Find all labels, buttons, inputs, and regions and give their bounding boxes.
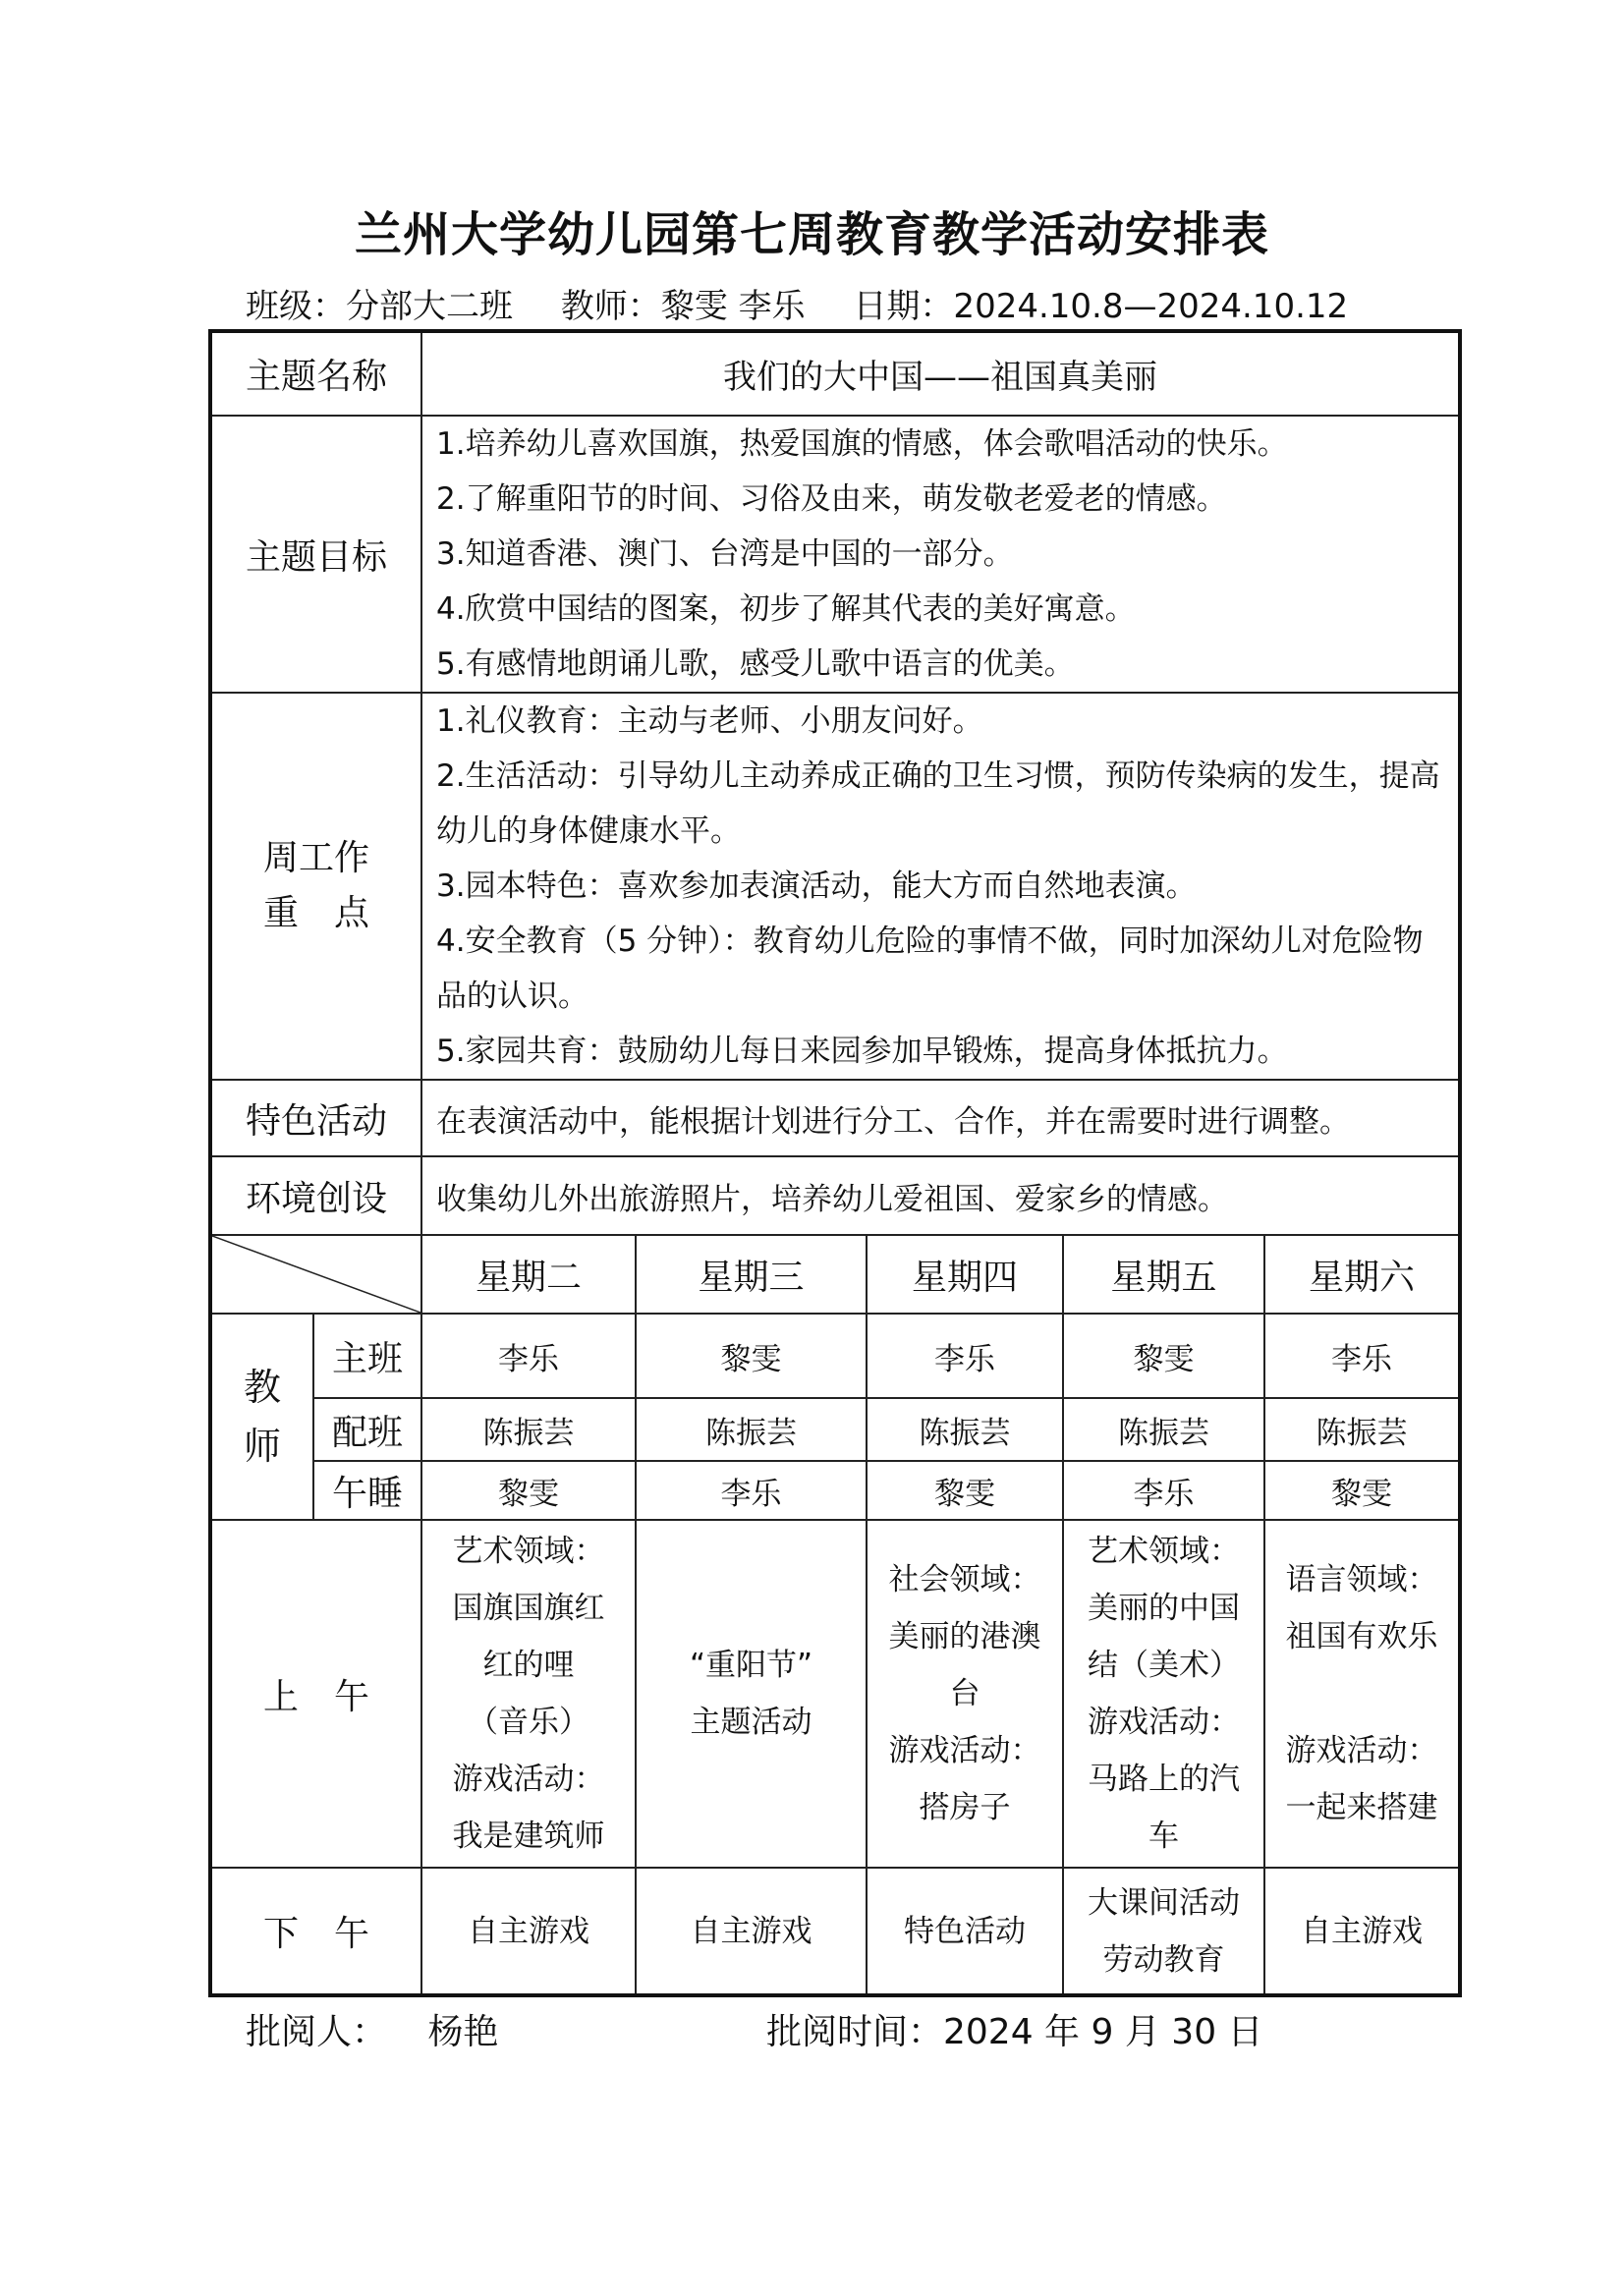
diagonal-line [212,1236,420,1313]
afternoon-cell [1264,1868,1460,1995]
activity-line: 游戏活动： [888,1733,1041,1768]
day-header: 星期三 [636,1235,867,1314]
assist-teacher-label: 配班 [313,1398,421,1461]
activity-line: 游戏活动： [452,1762,605,1797]
activity-line: 国旗国旗红 [452,1591,605,1626]
day-header: 星期五 [1063,1235,1264,1314]
weekly-focus-row [210,693,1460,1080]
teacher-info: 教师：黎雯 李乐 [560,287,806,326]
morning-cell [1264,1520,1460,1868]
activity-line: 自主游戏 [468,1913,590,1949]
nap-teacher-cell: 黎雯 [1264,1461,1460,1520]
morning-cell [1063,1520,1264,1868]
assist-teacher-cell: 陈振芸 [1063,1398,1264,1461]
assist-teacher-cell: 陈振芸 [421,1398,636,1461]
day-header: 星期四 [867,1235,1063,1314]
activity-line: 大课间活动 [1088,1884,1241,1921]
environment-row [210,1156,1460,1235]
morning-cell [636,1520,867,1868]
afternoon-cell [1063,1868,1264,1995]
main-teacher-cell: 李乐 [867,1314,1063,1398]
activity-line: 游戏活动： [1285,1733,1438,1768]
activity-line: 自主游戏 [690,1913,812,1949]
environment-value: 收集幼儿外出旅游照片，培养幼儿爱祖国、爱家乡的情感。 [421,1156,1460,1235]
reviewer-info [246,2004,498,2054]
activity-line: 自主游戏 [1301,1913,1424,1949]
nap-teacher-row [210,1461,1460,1520]
day-header: 星期二 [421,1235,636,1314]
main-teacher-cell: 李乐 [421,1314,636,1398]
nap-teacher-cell: 黎雯 [867,1461,1063,1520]
environment-label: 环境创设 [210,1156,421,1235]
day-header: 星期六 [1264,1235,1460,1314]
activity-line: 我是建筑师 [452,1819,605,1854]
activity-line: 主题活动 [690,1705,812,1740]
weekly-focus-label-line: 周工作 [263,838,370,878]
theme-goals-row [210,416,1460,693]
days-header-row [210,1235,1460,1314]
theme-name-row [210,331,1460,416]
morning-cell [421,1520,636,1868]
activity-line: 特色活动 [904,1913,1027,1949]
theme-name-label: 主题名称 [210,331,421,416]
activity-line: 马路上的汽 [1088,1762,1241,1797]
activity-line: 艺术领域： [452,1534,605,1569]
activity-line: 语言领域： [1285,1562,1438,1597]
activity-line: 红的哩 [482,1648,575,1683]
morning-label: 上 午 [210,1520,421,1868]
teacher-group-char: 师 [243,1425,281,1468]
main-teacher-cell: 黎雯 [636,1314,867,1398]
assist-teacher-cell: 陈振芸 [1264,1398,1460,1461]
weekly-focus-label-line: 重 点 [263,893,370,933]
activity-line: 社会领域： [888,1562,1041,1597]
afternoon-cell [867,1868,1063,1995]
document-header-info [246,279,1425,327]
goal-item: 4.欣赏中国结的图案，初步了解其代表的美好寓意。 [436,591,1136,627]
main-teacher-cell: 李乐 [1264,1314,1460,1398]
goal-item: 3.知道香港、澳门、台湾是中国的一部分。 [436,536,1014,572]
activity-line: 搭房子 [919,1790,1011,1825]
goal-item: 2.了解重阳节的时间、习俗及由来，萌发敬老爱老的情感。 [436,481,1227,517]
assist-teacher-row [210,1398,1460,1461]
afternoon-label: 下 午 [210,1868,421,1995]
page-title: 兰州大学幼儿园第七周教育教学活动安排表 [354,207,1269,262]
review-time: 批阅时间：2024 年 9 月 30 日 [766,2012,1263,2052]
focus-item: 4.安全教育（5 分钟）：教育幼儿危险的事情不做，同时加深幼儿对危险物品的认识。 [436,924,1424,1014]
focus-item: 5.家园共育：鼓励幼儿每日来园参加早锻炼，提高身体抵抗力。 [436,1034,1288,1069]
focus-item: 2.生活活动：引导幼儿主动养成正确的卫生习惯，预防传染病的发生，提高幼儿的身体健康水平。 [436,758,1440,849]
date-info: 日期：2024.10.8—2024.10.12 [853,287,1349,326]
activity-line: （音乐） [468,1705,590,1740]
assist-teacher-cell: 陈振芸 [636,1398,867,1461]
activity-line: 美丽的中国 [1088,1591,1241,1626]
main-teacher-row [210,1314,1460,1398]
featured-activity-value: 在表演活动中，能根据计划进行分工、合作，并在需要时进行调整。 [421,1080,1460,1156]
weekly-focus-list [421,693,1460,1080]
activity-line: 台 [949,1676,980,1711]
activity-line: “重阳节” [689,1648,813,1683]
class-info: 班级：分部大二班 [246,287,513,326]
theme-goals-label: 主题目标 [210,416,421,693]
reviewer-name: 杨艳 [427,2012,499,2052]
nap-teacher-cell: 李乐 [636,1461,867,1520]
theme-name-value: 我们的大中国——祖国真美丽 [421,331,1460,416]
morning-cell [867,1520,1063,1868]
nap-teacher-cell: 李乐 [1063,1461,1264,1520]
activity-line: 艺术领域： [1088,1534,1241,1569]
reviewer-label: 批阅人： [246,2012,388,2052]
focus-item: 3.园本特色：喜欢参加表演活动，能大方而自然地表演。 [436,868,1197,904]
featured-activity-label: 特色活动 [210,1080,421,1156]
main-teacher-cell: 黎雯 [1063,1314,1264,1398]
activity-line: 结（美术） [1088,1648,1241,1683]
featured-activity-row [210,1080,1460,1156]
weekly-focus-label [210,693,421,1080]
afternoon-cell [636,1868,867,1995]
morning-row [210,1520,1460,1868]
teacher-group-label [210,1314,313,1520]
activity-line: 游戏活动： [1088,1705,1241,1740]
activity-spacer [1286,1665,1438,1722]
goal-item: 1.培养幼儿喜欢国旗，热爱国旗的情感，体会歌唱活动的快乐。 [436,426,1288,462]
activity-line: 祖国有欢乐 [1285,1619,1438,1654]
schedule-table [208,329,1462,1997]
afternoon-cell [421,1868,636,1995]
diagonal-corner-cell [210,1235,421,1314]
nap-teacher-cell: 黎雯 [421,1461,636,1520]
teacher-group-char: 教 [243,1366,281,1409]
goal-item: 5.有感情地朗诵儿歌，感受儿歌中语言的优美。 [436,646,1075,682]
main-teacher-label: 主班 [313,1314,421,1398]
activity-line: 车 [1148,1819,1180,1854]
afternoon-row [210,1868,1460,1995]
activity-line: 美丽的港澳 [888,1619,1041,1654]
focus-item: 1.礼仪教育：主动与老师、小朋友问好。 [436,703,983,739]
nap-teacher-label: 午睡 [313,1461,421,1520]
activity-line: 一起来搭建 [1285,1790,1438,1825]
activity-line: 劳动教育 [1102,1941,1225,1978]
theme-goals-list [421,416,1460,693]
assist-teacher-cell: 陈振芸 [867,1398,1063,1461]
